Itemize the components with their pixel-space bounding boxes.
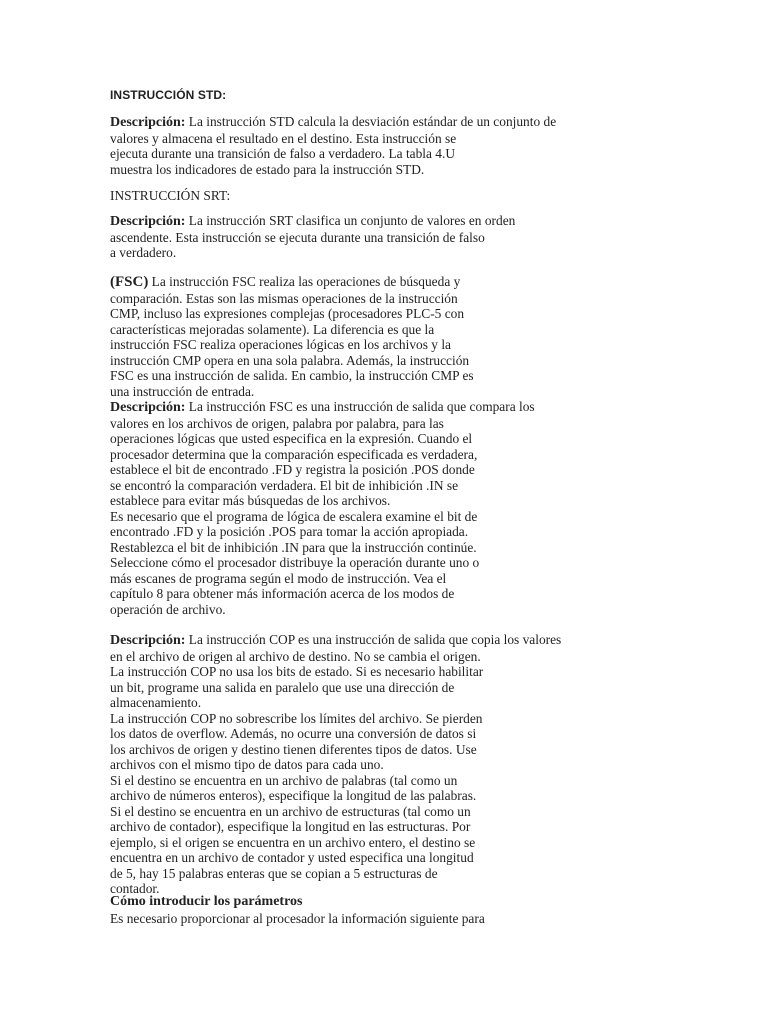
srt-line-2: ascendente. Esta instrucción se ejecuta durante una transición de falso xyxy=(110,229,485,245)
fsc-intro-line-2: comparación. Estas son las mismas operaciones de la instrucción xyxy=(110,290,458,306)
fsc-desc-line-1: Descripción: La instrucción FSC es una instrucción de salida que compara los xyxy=(110,399,535,415)
cop-line-5: almacenamiento. xyxy=(110,695,202,710)
fsc-desc-line-7: establece para evitar más búsquedas de los archivos. xyxy=(110,493,391,508)
std-line-3: ejecuta durante una transición de falso a verdadero. La tabla 4.U xyxy=(110,146,456,161)
cop-description-label: Descripción: xyxy=(110,633,186,648)
fsc-desc-line-12: más escanes de programa según el modo de instrucción. Vea el xyxy=(110,570,447,586)
cop-line-15: encuentra en un archivo de contador y usted especifica una longitud xyxy=(110,850,474,865)
std-heading: INSTRUCCIÓN STD: xyxy=(110,88,227,102)
fsc-description-label: Descripción: xyxy=(110,400,186,415)
fsc-desc-line-10: Restablezca el bit de inhibición .IN para que la instrucción continúe. xyxy=(110,539,477,555)
cop-line-6: La instrucción COP no sobrescribe los límites del archivo. Se pierden xyxy=(110,710,483,726)
cop-line-7: los datos de overflow. Además, no ocurre una conversión de datos si xyxy=(110,726,477,741)
cop-line-13: archivo de contador), especifique la longitud en las estructuras. Por xyxy=(110,819,471,834)
srt-heading: INSTRUCCIÓN SRT: xyxy=(110,188,231,203)
std-line-1: Descripción: La instrucción STD calcula la desviación estándar de un conjunto de xyxy=(110,114,557,130)
params-body xyxy=(110,911,650,927)
fsc-label: (FSC) xyxy=(110,274,149,290)
std-description-label: Descripción: xyxy=(110,115,186,130)
cop-line-12: Si el destino se encuentra en un archivo de estructuras (tal como un xyxy=(110,803,471,819)
fsc-intro-line-6: instrucción CMP opera en una sola palabra. Además, la instrucción xyxy=(110,352,470,368)
fsc-desc-line-5: establece el bit de encontrado .FD y registra la posición .POS donde xyxy=(110,462,475,477)
std-line-2: valores y almacena el resultado en el destino. Esta instrucción se xyxy=(110,130,457,146)
srt-description xyxy=(110,213,650,261)
fsc-intro-line-4: características mejoradas solamente). La diferencia es que la xyxy=(110,321,435,337)
fsc-desc-line-2: valores en los archivos de origen, palabra por palabra, para las xyxy=(110,415,444,431)
fsc-section xyxy=(110,274,650,617)
srt-description-label: Descripción: xyxy=(110,214,186,229)
cop-line-10: Si el destino se encuentra en un archivo de palabras (tal como un xyxy=(110,772,458,788)
fsc-intro-line-1: (FSC) La instrucción FSC realiza las operaciones de búsqueda y xyxy=(110,274,461,290)
fsc-desc-line-6: se encontró la comparación verdadera. El bit de inhibición .IN se xyxy=(110,477,459,493)
cop-line-16: de 5, hay 15 palabras enteras que se copian a 5 estructuras de xyxy=(110,865,438,881)
cop-line-14: ejemplo, si el origen se encuentra en un archivo entero, el destino se xyxy=(110,834,476,850)
fsc-desc-line-8: Es necesario que el programa de lógica de escalera examine el bit de xyxy=(110,508,478,524)
cop-line-2: en el archivo de origen al archivo de destino. No se cambia el origen. xyxy=(110,648,481,664)
srt-line-3: a verdadero. xyxy=(110,245,177,260)
cop-line-3: La instrucción COP no usa los bits de estado. Si es necesario habilitar xyxy=(110,664,484,679)
params-line-1: Es necesario proporcionar al procesador la información siguiente para xyxy=(110,911,485,926)
fsc-intro-line-8: una instrucción de entrada. xyxy=(110,383,255,399)
cop-section xyxy=(110,632,650,897)
std-line-4: muestra los indicadores de estado para la instrucción STD. xyxy=(110,161,425,177)
fsc-desc-line-9: encontrado .FD y la posición .POS para tomar la acción apropiada. xyxy=(110,524,469,539)
cop-line-17: contador. xyxy=(110,881,160,896)
fsc-desc-line-4: procesador determina que la comparación especificada es verdadera, xyxy=(110,446,478,462)
fsc-desc-line-3: operaciones lógicas que usted especifica en la expresión. Cuando el xyxy=(110,431,473,446)
fsc-intro-line-7: FSC es una instrucción de salida. En cambio, la instrucción CMP es xyxy=(110,368,474,383)
cop-line-8: los archivos de origen y destino tienen diferentes tipos de datos. Use xyxy=(110,741,477,757)
params-heading: Cómo introducir los parámetros xyxy=(110,894,303,909)
std-description xyxy=(110,114,650,177)
fsc-desc-line-14: operación de archivo. xyxy=(110,601,226,617)
cop-line-11: archivo de números enteros), especifique la longitud de las palabras. xyxy=(110,788,477,803)
cop-line-9: archivos con el mismo tipo de datos para cada uno. xyxy=(110,757,384,772)
fsc-intro-line-5: instrucción FSC realiza operaciones lógicas en los archivos y la xyxy=(110,337,451,352)
fsc-intro-line-3: CMP, incluso las expresiones complejas (procesadores PLC-5 con xyxy=(110,306,465,321)
cop-line-4: un bit, programe una salida en paralelo que use una dirección de xyxy=(110,679,455,695)
fsc-desc-line-13: capítulo 8 para obtener más información acerca de los modos de xyxy=(110,586,455,601)
fsc-desc-line-11: Seleccione cómo el procesador distribuye la operación durante uno o xyxy=(110,555,480,570)
cop-line-1: Descripción: La instrucción COP es una instrucción de salida que copia los valores xyxy=(110,632,562,648)
srt-line-1: Descripción: La instrucción SRT clasifica un conjunto de valores en orden xyxy=(110,213,516,229)
